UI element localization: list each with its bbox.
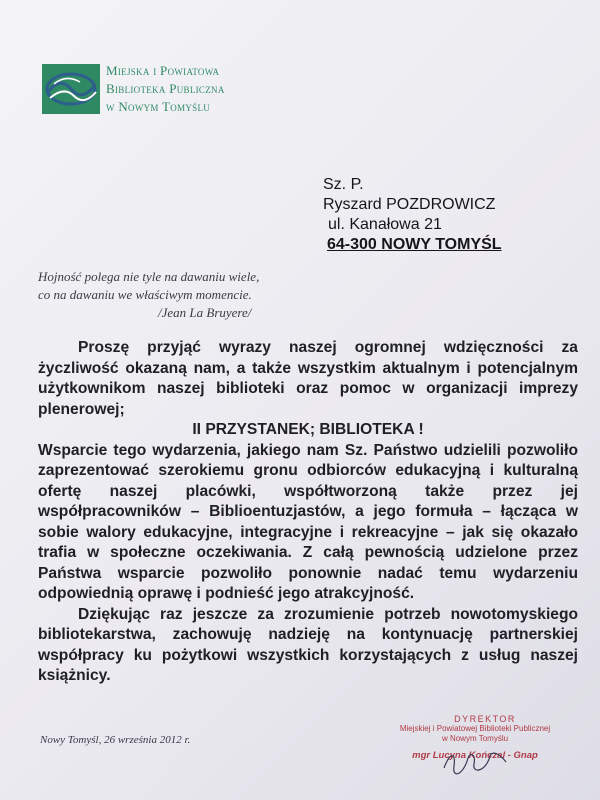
letter-paragraph-3: Dziękując raz jeszcze za zrozumienie potrzeb nowotomyskiego bibliotekarstwa, zachowuję nadzieję na kontynuację partnerskiej współpracy ku pożytkowi wszystkich korzystających z usług naszej książnicy. [38, 605, 578, 684]
letter-date: Nowy Tomyśl, 26 września 2012 r. [40, 734, 191, 746]
address-city: 64-300 NOWY TOMYŚL [327, 236, 502, 253]
library-name-line-1: Miejska i Powiatowa [106, 63, 220, 78]
motto-line-1: Hojność polega nie tyle na dawaniu wiele, [38, 269, 260, 284]
library-logo-icon [40, 62, 102, 116]
letter-body [38, 338, 578, 687]
stamp-line-2: w Nowym Tomyślu [441, 734, 509, 743]
library-name [106, 62, 225, 116]
stamp-name: mgr Lucyna Kończal - Gnap [412, 750, 538, 761]
letter-paragraph-2: Wsparcie tego wydarzenia, jakiego nam Sz. Państwo udzielili pozwoliło zaprezentować szerokiemu gronu odbiorców edukacyjną i kulturalną ofertę naszej placówki, współtworzoną także przez jej współpracowników – Biblioentuzjastów, a jego formuła – łącząca w sobie walory edukacyjne, integracyjne i rekreacyjne – jak się okazało trafia w społeczne oczekiwania. Z całą pewnością udzielone przez Państwa wsparcie pozwoliło ponownie nadać temu wydarzeniu odpowiednią oprawę i podnieść jego atrakcyjność. [38, 441, 578, 602]
motto-quote [38, 268, 259, 322]
motto-line-2: co na dawaniu we właściwym momencie. [38, 287, 252, 302]
recipient-address [323, 175, 502, 255]
library-name-line-3: w Nowym Tomyślu [106, 99, 211, 114]
stamp-title: DYREKTOR [454, 714, 516, 724]
library-name-line-2: Biblioteka Publiczna [106, 81, 225, 96]
address-street: ul. Kanałowa 21 [328, 216, 442, 233]
signature-icon [440, 748, 510, 778]
event-title: II PRZYSTANEK; BIBLIOTEKA ! [192, 421, 424, 438]
letter-paragraph-1: Proszę przyjąć wyrazy naszej ogromnej wdzięczności za życzliwość okazaną nam, a także wszystkim aktualnym i potencjalnym użytkownikom naszej biblioteki oraz pomoc w organizacji imprezy plenerowej; [38, 339, 578, 418]
address-name: Ryszard POZDROWICZ [323, 196, 496, 213]
motto-author: /Jean La Bruyere/ [158, 305, 252, 320]
address-salutation: Sz. P. [323, 176, 364, 193]
stamp-line-1: Miejskiej i Powiatowej Biblioteki Publicznej [399, 724, 551, 733]
